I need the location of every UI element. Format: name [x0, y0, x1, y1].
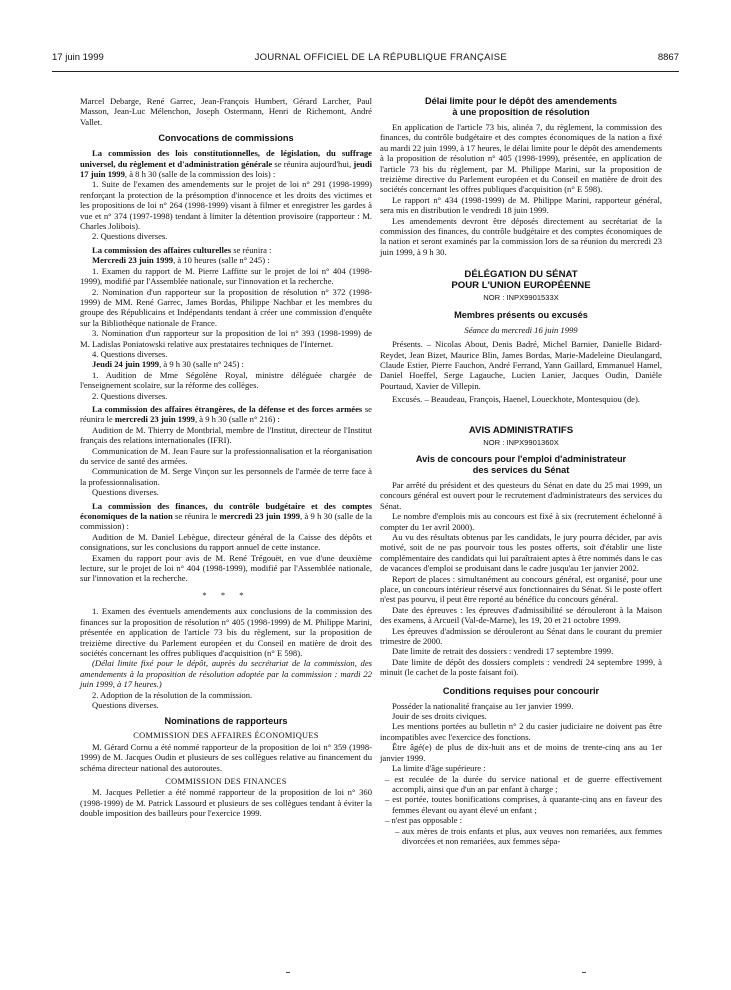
- delegation-title-line: DÉLÉGATION DU SÉNAT: [464, 269, 578, 281]
- footer-mark: [286, 972, 290, 973]
- culture-date: Jeudi 24 juin 1999: [92, 359, 160, 370]
- finance-date: mercredi 23 juin 1999: [219, 511, 301, 522]
- convocations-title: Convocations de commissions: [158, 133, 294, 144]
- lois-text: se réunira aujourd'hui,: [272, 158, 354, 169]
- lois-paragraph: [80, 148, 372, 179]
- lois-item: 2. Questions diverses.: [92, 231, 168, 242]
- header-date: 17 juin 1999: [52, 52, 104, 63]
- condition-subitem: – n'est pas opposable :: [385, 815, 462, 826]
- members-list: Marcel Debarge, René Garrec, Jean-François Humbert, Gérard Larcher, Paul Masson, Jean-Luc Mélenchon, Joseph Ostermann, Henri de Richemont, André Vallet.: [80, 96, 372, 127]
- foreign-affairs-text: se réunira le: [80, 403, 372, 425]
- concours-paragraph: Le nombre d'emplois mis au concours est fixé à six (recrutement échelonné à compter du 1er avril 2000).: [380, 511, 662, 532]
- condition-subitem: – aux mères de trois enfants et plus, aux veuves non remariées, aux femmes divorcées et non remariées, aux femmes sépa-: [395, 825, 662, 846]
- avis-title: AVIS ADMINISTRATIFS: [468, 424, 574, 436]
- left-column: [80, 96, 372, 819]
- finance-item: 1. Examen des éventuels amendements aux conclusions de la commission des finances sur la proposition de résolution n° 405 (1998-1999) de M. Philippe Marini, présentée en application de l'article 73 bis du règlement, sur la proposition de treizième directive du Parlement européen et du Conseil en matière de droit des sociétés concernant les offres publiques d'acquisition (n° E 598).: [80, 606, 372, 658]
- footer-mark: [582, 972, 586, 973]
- concours-paragraph: Par arrêté du président et des questeurs du Sénat en date du 25 mai 1999, un concours général est ouvert pour le recrutement d'administrateurs des services du Sénat.: [380, 479, 662, 511]
- concours-paragraph: Date limite de retrait des dossiers : vendredi 17 septembre 1999.: [392, 646, 614, 657]
- concours-title-line: des services du Sénat: [472, 464, 570, 475]
- condition-item: Posséder la nationalité française au 1er janvier 1999.: [392, 700, 574, 711]
- avis-nor: NOR : INPX9901360X: [483, 437, 559, 447]
- culture-item: 1. Examen du rapport de M. Pierre Laffitte sur le projet de loi n° 404 (1998-1999), modifié par l'Assemblée nationale, sur l'innovation et la recherche.: [80, 265, 372, 287]
- membres-title: Membres présents ou excusés: [454, 309, 588, 320]
- delegation-title-line: POUR L'UNION EUROPÉENNE: [451, 280, 591, 292]
- culture-item: 3. Nomination d'un rapporteur sur la proposition de loi n° 393 (1998-1999) de M. Ladislas Poniatowski relative aux prestataires techniques de l'Internet.: [80, 328, 372, 349]
- header-page-number: 8867: [657, 52, 679, 63]
- culture-date: Mercredi 23 juin 1999: [92, 255, 174, 266]
- finance-time: , à 9 h 30 (salle de la commission) :: [80, 511, 372, 532]
- nominations-title: Nominations de rapporteurs: [164, 716, 288, 727]
- section-separator-stars: * * *: [202, 589, 250, 600]
- excuses-list: Excusés. – Beaudeau, François, Haenel, Loueckhote, Montesquiou (de).: [392, 394, 640, 405]
- conditions-title: Conditions requises pour concourir: [442, 685, 600, 696]
- concours-title-line: Avis de concours pour l'emploi d'administrateur: [415, 453, 627, 464]
- culture-item: 4. Questions diverses.: [92, 348, 168, 359]
- concours-title: [380, 454, 662, 476]
- foreign-affairs-time: , à 9 h 30 (salle n° 216) :: [194, 414, 280, 425]
- culture-text: se réunira :: [231, 244, 272, 255]
- concours-paragraph: Date limite de dépôt des dossiers complets : vendredi 24 septembre 1999, à minuit (le cachet de la poste faisant foi).: [380, 656, 662, 678]
- culture-time: , à 10 heures (salle n° 245) :: [173, 255, 270, 266]
- culture-item: 2. Questions diverses.: [92, 390, 168, 401]
- page-header: [52, 52, 679, 72]
- finance-item: Examen du rapport pour avis de M. René Trégouët, en vue d'une deuxième lecture, sur le projet de loi n° 404 (1998-1999), modifié par l'Assemblée nationale, sur l'innovation et la recherche.: [80, 552, 372, 584]
- foreign-affairs-item: Audition de M. Thierry de Montbrial, membre de l'Institut, directeur de l'Institut français des relations internationales (IFRI).: [80, 424, 372, 446]
- culture-item: 2. Nomination d'un rapporteur sur la proposition de résolution n° 372 (1998-1999) de MM. René Garrec, James Bordas, Philippe Nachbar et les membres du groupe des Républicains et Indépendants tendant à créer une commission d'enquête sur la Bibliothèque nationale de France.: [80, 286, 372, 328]
- culture-commission-name: La commission des affaires culturelles: [92, 244, 232, 255]
- finance-text: se réunira le: [172, 511, 220, 522]
- finance-note: (Délai limite fixé pour le dépôt, auprès du secrétariat de la commission, des amendements à la proposition de résolution adoptée par la commission : mardi 22 juin 1999, à 17 heures.): [80, 658, 372, 690]
- finance-commission-name: La commission des finances, du contrôle budgétaire et des comptes économiques de la nation: [80, 500, 372, 522]
- header-title: JOURNAL OFFICIEL DE LA RÉPUBLIQUE FRANÇAISE: [254, 52, 508, 63]
- condition-item: Les mentions portées au bulletin n° 2 du casier judiciaire ne doivent pas être incompatibles avec l'exercice des fonctions.: [380, 721, 662, 742]
- foreign-affairs-paragraph: [80, 404, 372, 425]
- delai-paragraph: En application de l'article 73 bis, alinéa 7, du règlement, la commission des finances, du contrôle budgétaire et des comptes économiques de la nation a fixé au mardi 22 juin 1999, à 17 heures, le délai limite pour le dépôt des amendements à la proposition de résolution n° 405 (1998-1999), présentée, en application de l'article 73 bis du règlement, par M. Philippe Marini, sur la proposition de treizième directive du Parlement européen et du Conseil en matière de droit des sociétés concernant les offres publiques d'acquisition (n° E 598).: [380, 122, 662, 195]
- nominations-eco-heading: COMMISSION DES AFFAIRES ÉCONOMIQUES: [133, 731, 319, 741]
- lois-commission-name: La commission des lois constitutionnelles, de législation, du suffrage universel, du règlement et d'administration générale: [80, 148, 372, 169]
- delegation-title: [380, 269, 662, 291]
- finance-paragraph: [80, 501, 372, 532]
- finance-item: Audition de M. Daniel Lebègue, directeur général de la Caisse des dépôts et consignations, sur les conclusions du rapport annuel de cette instance.: [80, 531, 372, 553]
- nominations-fin-item: M. Jacques Pelletier a été nommé rapporteur de la proposition de loi n° 360 (1998-1999) de M. Patrick Lassourd et plusieurs de ses collègues tendant à éviter la double imposition des bailleurs pour l'exercice 1999.: [80, 787, 372, 819]
- nominations-fin-heading: COMMISSION DES FINANCES: [165, 776, 287, 786]
- delai-paragraph: Le rapport n° 434 (1998-1999) de M. Philippe Marini, rapporteur général, sera mis en distribution le vendredi 18 juin 1999.: [380, 194, 662, 216]
- condition-item: La limite d'âge supérieure :: [392, 763, 486, 774]
- condition-subitem: – est reculée de la durée du service national et de guerre effectivement accompli, ainsi que d'un an par enfant à charge ;: [385, 773, 662, 794]
- concours-paragraph: Au vu des résultats obtenus par les candidats, le jury pourra décider, par avis motivé, soit de ne pas pourvoir tous les postes offerts, soit d'établir une liste complémentaire des candidats qui lui paraîtraient aptes à être nommés dans le cas de vacances d'emploi se produisant dans le cadre jusqu'au 1er janvier 2002.: [380, 531, 662, 574]
- finance-item: Questions diverses.: [92, 699, 159, 710]
- culture-session: [80, 255, 372, 265]
- condition-subitem: – est portée, toutes bonifications comprises, à quarante-cinq ans en faveur des femmes élevant ou ayant élevé un enfant ;: [385, 794, 662, 815]
- right-column: [380, 96, 662, 846]
- lois-item: 1. Suite de l'examen des amendements sur le projet de loi n° 291 (1998-1999) renforçant la protection de la présomption d'innocence et les droits des victimes et les propositions de loi n° 264 (1998-1999) visant à filmer et enregistrer les gardes à vue et n° 374 (1997-1998) tendant à limiter la détention provisoire (rapporteur : M. Charles Jolibois).: [80, 179, 372, 232]
- lois-time: , à 8 h 30 (salle de la commission des lois) :: [124, 169, 276, 180]
- foreign-affairs-commission-name: La commission des affaires étrangères, de la défense et des forces armées: [92, 403, 363, 414]
- culture-item: 1. Audition de Mme Ségolène Royal, ministre déléguée chargée de l'enseignement scolaire, sur la réforme des collèges.: [80, 369, 372, 391]
- delai-title-line: à une proposition de résolution: [452, 107, 590, 117]
- delai-title-line: Délai limite pour le dépôt des amendements: [425, 96, 617, 106]
- foreign-affairs-date: mercredi 23 juin 1999: [114, 414, 195, 425]
- foreign-affairs-item: Questions diverses.: [92, 487, 159, 498]
- nominations-eco-item: M. Gérard Cornu a été nommé rapporteur de la proposition de loi n° 359 (1998-1999) de M. Jacques Oudin et plusieurs de ses collègues relative au financement du schéma directeur national des autoroutes.: [80, 741, 372, 773]
- presents-list: Présents. – Nicolas About, Denis Badré, Michel Barnier, Danielle Bidard-Reydet, Jean Bizet, Maurice Blin, James Bordas, Marie-Madeleine Dieulangard, Claude Estier, Pierre Fauchon, André Ferrand, Yann Gaillard, Emmanuel Hamel, Daniel Hoeffel, Serge Lagauche, Lucien Lanier, Jacques Oudin, Danièle Pourtaud, Xavier de Villepin.: [380, 339, 662, 391]
- foreign-affairs-item: Communication de M. Serge Vinçon sur les personnels de l'armée de terre face à la professionnalisation.: [80, 466, 372, 487]
- culture-time: , à 9 h 30 (salle n° 245) :: [159, 359, 244, 370]
- condition-item: Jouir de ses droits civiques.: [392, 711, 487, 722]
- concours-paragraph: Les épreuves d'admission se dérouleront au Sénat dans le courant du premier trimestre de 2000.: [380, 625, 662, 647]
- concours-paragraph: Report de places : simultanément au concours général, est organisé, pour une place, un concours intérieur réservé aux fonctionnaires du Sénat. Si le poste offert n'est pas pourvu, il peut être reporté au bénéfice du concours général.: [380, 573, 662, 605]
- culture-paragraph: [80, 245, 372, 255]
- delai-title: [380, 96, 662, 118]
- finance-item: 2. Adoption de la résolution de la commission.: [92, 689, 253, 700]
- seance-date: Séance du mercredi 16 juin 1999: [464, 324, 578, 335]
- condition-item: Être âgé(e) de plus de dix-huit ans et de moins de trente-cinq ans au 1er janvier 1999.: [380, 742, 662, 763]
- lois-date: jeudi 17 juin 1999: [80, 158, 372, 180]
- delegation-nor: NOR : INPX9901533X: [483, 293, 559, 303]
- culture-session: [80, 359, 372, 369]
- concours-paragraph: Date des épreuves : les épreuves d'admissibilité se dérouleront à la Maison des examens, à Arcueil (Val-de-Marne), les 19, 20 et 21 octobre 1999.: [380, 604, 662, 626]
- foreign-affairs-item: Communication de M. Jean Faure sur la professionnalisation et la réorganisation du service de santé des armées.: [80, 445, 372, 466]
- delai-paragraph: Les amendements devront être déposés directement au secrétariat de la commission des finances, du contrôle budgétaire et des comptes économiques de la nation et seront examinés par la commission lors de sa réunion du mercredi 23 juin 1999, à 9 h 30.: [380, 215, 662, 257]
